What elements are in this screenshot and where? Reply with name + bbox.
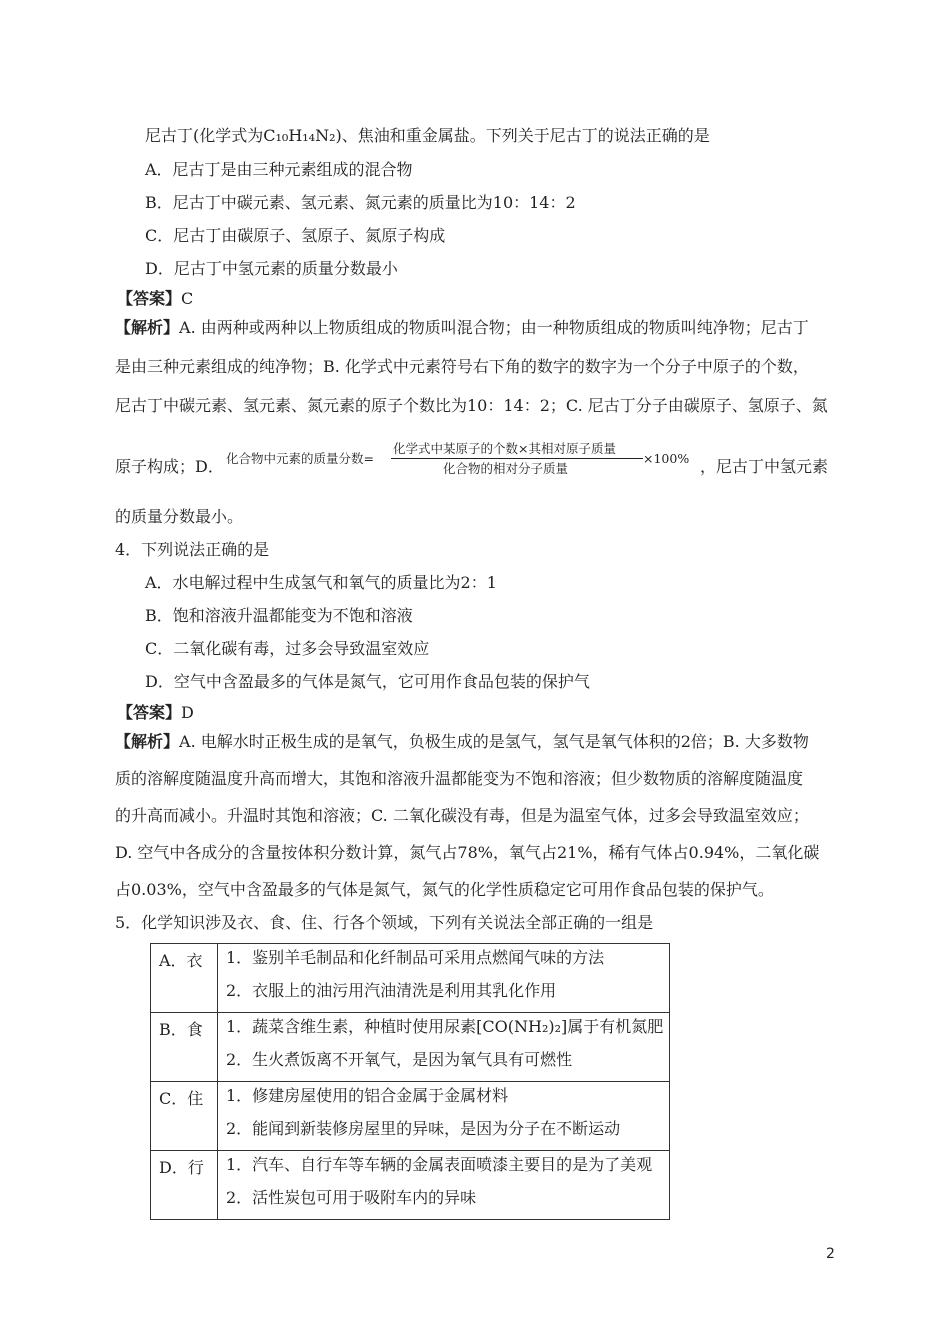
- table-row: [151, 1151, 670, 1220]
- page-number: 2: [826, 1246, 835, 1262]
- table-cell-items: [218, 944, 670, 1013]
- q4-option-b: B．饱和溶液升温都能变为不饱和溶液: [145, 606, 413, 625]
- table-row: [151, 1082, 670, 1151]
- q4-option-d: D．空气中含盈最多的气体是氮气，它可用作食品包装的保护气: [145, 672, 590, 691]
- q4-option-a: A．水电解过程中生成氢气和氧气的质量比为2：1: [145, 573, 497, 592]
- answer-label: 【答案】: [117, 289, 182, 308]
- q5-stem: 5．化学知识涉及衣、食、住、行各个领域，下列有关说法全部正确的一组是: [115, 913, 654, 932]
- table-cell-category: A．衣: [151, 944, 218, 1013]
- formula-lhs: 化合物中元素的质量分数=: [226, 451, 374, 466]
- analysis-label: 【解析】: [115, 318, 180, 337]
- analysis-label: 【解析】: [115, 732, 180, 751]
- q4-analysis-line5: 占0.03%，空气中含盈最多的气体是氮气，氮气的化学性质稳定它可用作食品包装的保护气。: [115, 880, 774, 899]
- q4-analysis-line2: 质的溶解度随温度升高而增大，其饱和溶液升温都能变为不饱和溶液；但少数物质的溶解度随温度: [115, 769, 804, 788]
- q4-analysis-line1: 【解析】A. 电解水时正极生成的是氧气，负极生成的是氢气，氢气是氧气体积的2倍；B. 大多数物: [115, 732, 809, 751]
- answer-value: D: [181, 703, 194, 722]
- table-cell-category: D．行: [151, 1151, 218, 1220]
- list-item: 2．活性炭包可用于吸附车内的异味: [226, 1188, 477, 1207]
- q3-analysis-line4-pre: 原子构成；D．: [115, 457, 224, 476]
- formula-fraction-bar: [391, 458, 643, 459]
- table-cell-category: B．食: [151, 1013, 218, 1082]
- table-cell-items: [218, 1082, 670, 1151]
- table-cell-items: [218, 1013, 670, 1082]
- q4-analysis-line3: 的升高而减小。升温时其饱和溶液；C. 二氧化碳没有毒，但是为温室气体，过多会导致温室效应；: [115, 806, 809, 825]
- list-item: 1．修建房屋使用的铝合金属于金属材料: [226, 1086, 509, 1105]
- q3-analysis-line5: 的质量分数最小。: [115, 507, 244, 526]
- table-row: [151, 1013, 670, 1082]
- answer-label: 【答案】: [117, 703, 182, 722]
- formula-suffix: ×100%: [643, 451, 690, 466]
- q4-stem: 4．下列说法正确的是: [115, 540, 270, 559]
- answer-value: C: [181, 289, 194, 308]
- q3-stem: 尼古丁(化学式为C₁₀H₁₄N₂)、焦油和重金属盐。下列关于尼古丁的说法正确的是: [145, 126, 710, 145]
- formula-numerator: 化学式中某原子的个数×其相对原子质量: [393, 441, 616, 456]
- q3-analysis-line3: 尼古丁中碳元素、氢元素、氮元素的原子个数比为10：14：2；C. 尼古丁分子由碳原子、氢原子、氮: [115, 396, 828, 415]
- q5-options-table: [150, 943, 670, 1220]
- q3-option-d: D．尼古丁中氢元素的质量分数最小: [145, 259, 398, 278]
- q4-answer: [117, 703, 194, 723]
- table-cell-category: C．住: [151, 1082, 218, 1151]
- table-row: [151, 944, 670, 1013]
- table-cell-items: [218, 1151, 670, 1220]
- q4-option-c: C．二氧化碳有毒，过多会导致温室效应: [145, 639, 430, 658]
- list-item: 1．蔬菜含维生素，种植时使用尿素[CO(NH₂)₂]属于有机氮肥: [226, 1017, 664, 1036]
- q3-analysis-line4-post: ，尼古丁中氢元素: [700, 457, 829, 476]
- formula-denominator: 化合物的相对分子质量: [443, 461, 569, 476]
- list-item: 1．汽车、自行车等车辆的金属表面喷漆主要目的是为了美观: [226, 1155, 653, 1174]
- q4-analysis-line4: D. 空气中各成分的含量按体积分数计算，氮气占78%，氧气占21%，稀有气体占0.94%，二氧化碳: [115, 843, 820, 862]
- list-item: 1．鉴别羊毛制品和化纤制品可采用点燃闻气味的方法: [226, 948, 605, 967]
- list-item: 2．生火煮饭离不开氧气，是因为氧气具有可燃性: [226, 1050, 573, 1069]
- q3-analysis-line1: 【解析】A. 由两种或两种以上物质组成的物质叫混合物；由一种物质组成的物质叫纯净物；尼古丁: [115, 318, 809, 337]
- q3-option-c: C．尼古丁由碳原子、氢原子、氮原子构成: [145, 226, 446, 245]
- q3-analysis-line2: 是由三种元素组成的纯净物；B. 化学式中元素符号右下角的数字的数字为一个分子中原子的个数，: [115, 357, 809, 376]
- list-item: 2．能闻到新装修房屋里的异味，是因为分子在不断运动: [226, 1119, 621, 1138]
- q3-answer: [117, 289, 193, 309]
- list-item: 2．衣服上的油污用汽油清洗是利用其乳化作用: [226, 981, 557, 1000]
- q3-option-a: A．尼古丁是由三种元素组成的混合物: [145, 160, 413, 179]
- q3-option-b: B．尼古丁中碳元素、氢元素、氮元素的质量比为10：14：2: [145, 193, 576, 212]
